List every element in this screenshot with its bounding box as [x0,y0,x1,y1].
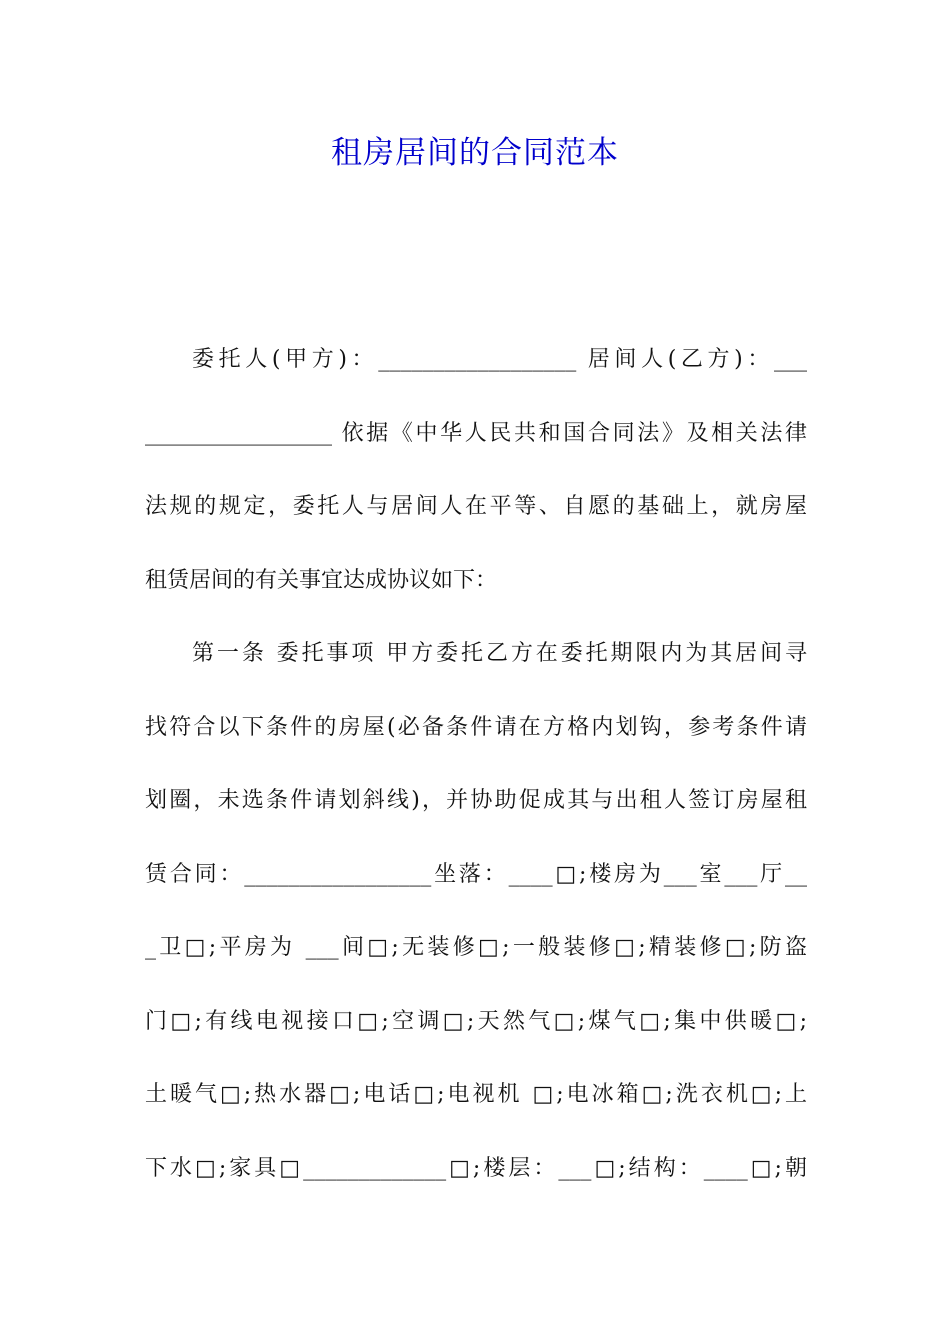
paragraph-line-5: 第一条 委托事项 甲方委托乙方在委托期限内为其居间寻 [192,641,807,666]
paragraph-line-12: 下水□;家具□_____________□;楼层：___□;结构：____□;朝 [145,1155,807,1181]
paragraph-line-7: 划圈，未选条件请划斜线)，并协助促成其与出租人签订房屋租 [145,788,807,813]
paragraph-line-3: 法规的规定，委托人与居间人在平等、自愿的基础上，就房屋 [145,494,807,519]
document-title: 租房居间的合同范本 [331,135,619,171]
paragraph-line-2: _________________ 依据《中华人民共和国合同法》及相关法律 [145,420,807,446]
paragraph-line-4: 租赁居间的有关事宜达成协议如下： [145,567,498,593]
document-body [145,334,807,1216]
paragraph-line-8: 赁合同：_________________坐落：____□;楼房为___室___厅__ [145,861,807,887]
paragraph-line-1: 委托人(甲方)：__________________ 居间人(乙方)：___ [192,347,807,372]
paragraph-line-11: 土暖气□;热水器□;电话□;电视机 □;电冰箱□;洗衣机□;上 [145,1082,807,1107]
paragraph-line-10: 门□;有线电视接口□;空调□;天然气□;煤气□;集中供暖□; [145,1008,807,1034]
paragraph-line-6: 找符合以下条件的房屋(必备条件请在方格内划钩，参考条件请 [145,714,807,740]
paragraph-line-9: _卫□;平房为 ___间□;无装修□;一般装修□;精装修□;防盗 [145,935,807,960]
